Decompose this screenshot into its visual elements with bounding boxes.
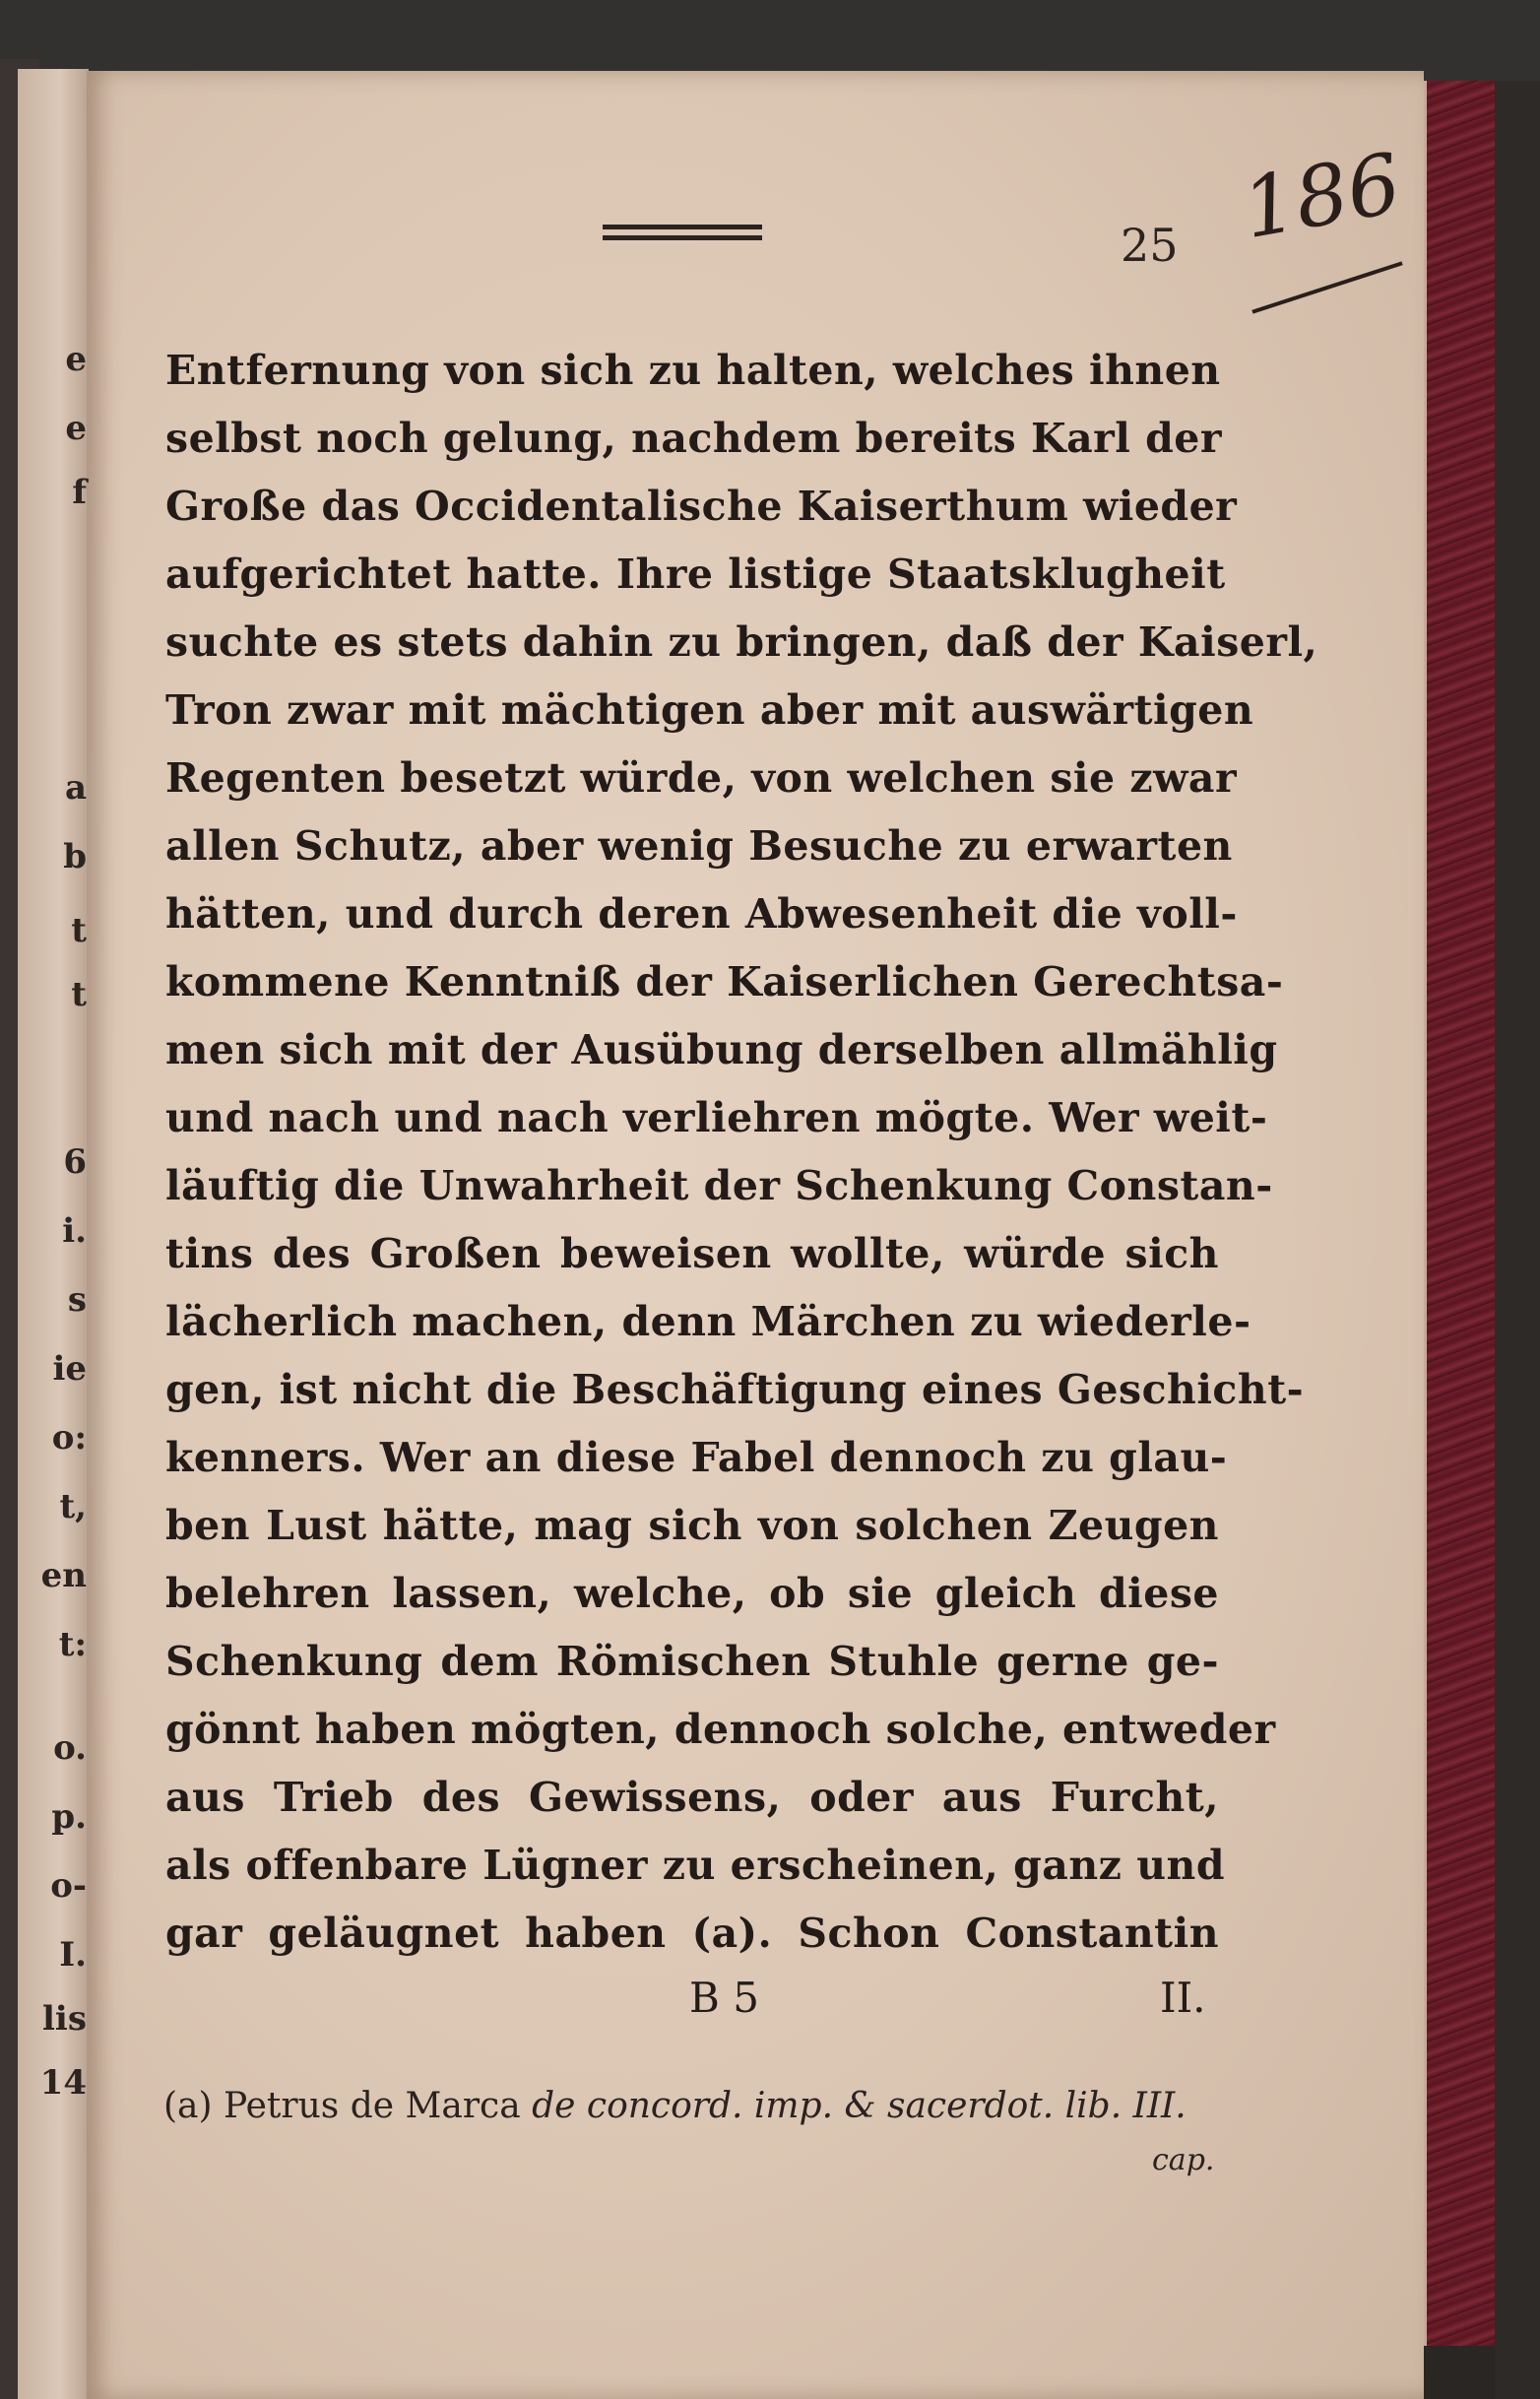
left-page-fragment: s bbox=[67, 1280, 87, 1320]
text-line: aus Trieb des Gewissens, oder aus Furcht, bbox=[165, 1774, 1219, 1821]
text-line: allen Schutz, aber wenig Besuche zu erwarten bbox=[165, 822, 1233, 870]
text-line: läuftig die Unwahrheit der Schenkung Constan- bbox=[165, 1162, 1273, 1209]
page-number: 25 bbox=[1121, 219, 1179, 272]
left-page-fragment: p. bbox=[51, 1797, 87, 1837]
text-line: Tron zwar mit mächtigen aber mit auswärtigen bbox=[165, 686, 1254, 734]
text-line: belehren lassen, welche, ob sie gleich diese bbox=[165, 1570, 1219, 1617]
left-page-fragment: b bbox=[63, 837, 87, 876]
left-page-fragment: t, bbox=[59, 1487, 87, 1526]
left-page-fragment: o. bbox=[53, 1728, 87, 1768]
header-rule bbox=[603, 225, 762, 246]
text-line: hätten, und durch deren Abwesenheit die voll- bbox=[165, 890, 1238, 938]
left-page-fragment: 14 bbox=[39, 2063, 87, 2103]
footnote bbox=[163, 2086, 1227, 2126]
footnote-marker: (a) bbox=[163, 2086, 213, 2126]
text-line: Entfernung von sich zu halten, welches ihnen bbox=[165, 347, 1221, 394]
text-line: Schenkung dem Römischen Stuhle gerne ge- bbox=[165, 1638, 1219, 1685]
catchword: II. bbox=[1160, 1974, 1206, 2022]
text-line: selbst noch gelung, nachdem bereits Karl der bbox=[165, 415, 1222, 462]
text-line: kenners. Wer an diese Fabel dennoch zu glau- bbox=[165, 1434, 1228, 1481]
text-line: Große das Occidentalische Kaiserthum wieder bbox=[165, 483, 1238, 530]
left-page-fragment: t: bbox=[58, 1625, 87, 1664]
handwritten-folio-number: 186 bbox=[1235, 134, 1408, 258]
book-cover-edge bbox=[1424, 81, 1498, 2346]
text-line: als offenbare Lügner zu erscheinen, ganz und bbox=[165, 1842, 1225, 1889]
text-line: men sich mit der Ausübung derselben allmählig bbox=[165, 1026, 1278, 1073]
left-page-fragment: i. bbox=[62, 1211, 87, 1251]
footnote-title: de concord. imp. & sacerdot. lib. III. bbox=[532, 2086, 1187, 2126]
left-page-fragment: f bbox=[72, 473, 87, 512]
text-line: gen, ist nicht die Beschäftigung eines Geschicht- bbox=[165, 1366, 1305, 1413]
left-page-fragment: e bbox=[65, 409, 87, 448]
text-line: tins des Großen beweisen wollte, würde sich bbox=[165, 1230, 1219, 1277]
text-line: suchte es stets dahin zu bringen, daß der Kaiserl, bbox=[165, 618, 1318, 666]
left-page-fragment: t bbox=[71, 911, 87, 950]
left-page-fragment: I. bbox=[59, 1935, 87, 1975]
left-page-fragment: ie bbox=[52, 1349, 87, 1389]
background-right bbox=[1495, 81, 1540, 2399]
footnote-continuation: cap. bbox=[1152, 2143, 1215, 2177]
text-line: lächerlich machen, denn Märchen zu wiederle- bbox=[165, 1298, 1251, 1345]
text-line: und nach und nach verliehren mögte. Wer weit- bbox=[165, 1094, 1268, 1141]
left-page-fragment: e bbox=[65, 340, 87, 379]
text-line: ben Lust hätte, mag sich von solchen Zeugen bbox=[165, 1502, 1219, 1549]
signature-mark: B 5 bbox=[689, 1974, 759, 2022]
body-text bbox=[165, 337, 1318, 1968]
left-page-fragment: o: bbox=[51, 1418, 87, 1458]
left-page-fragment: t bbox=[71, 975, 87, 1014]
left-page-fragment: a bbox=[64, 768, 87, 808]
text-line: kommene Kenntniß der Kaiserlichen Gerechtsa- bbox=[165, 958, 1284, 1005]
left-page-fragment: en bbox=[40, 1556, 87, 1595]
left-page-fragment: lis bbox=[42, 1999, 87, 2039]
left-page-fragment: o- bbox=[50, 1866, 87, 1906]
text-line: gönnt haben mögten, dennoch solche, entweder bbox=[165, 1706, 1276, 1753]
text-line: Regenten besetzt würde, von welchen sie zwar bbox=[165, 754, 1238, 802]
left-page-fragment: 6 bbox=[63, 1142, 87, 1182]
text-line: aufgerichtet hatte. Ihre listige Staatsklugheit bbox=[165, 551, 1226, 598]
footnote-author: Petrus de Marca bbox=[224, 2086, 521, 2126]
text-line: gar geläugnet haben (a). Schon Constantin bbox=[165, 1910, 1219, 1957]
